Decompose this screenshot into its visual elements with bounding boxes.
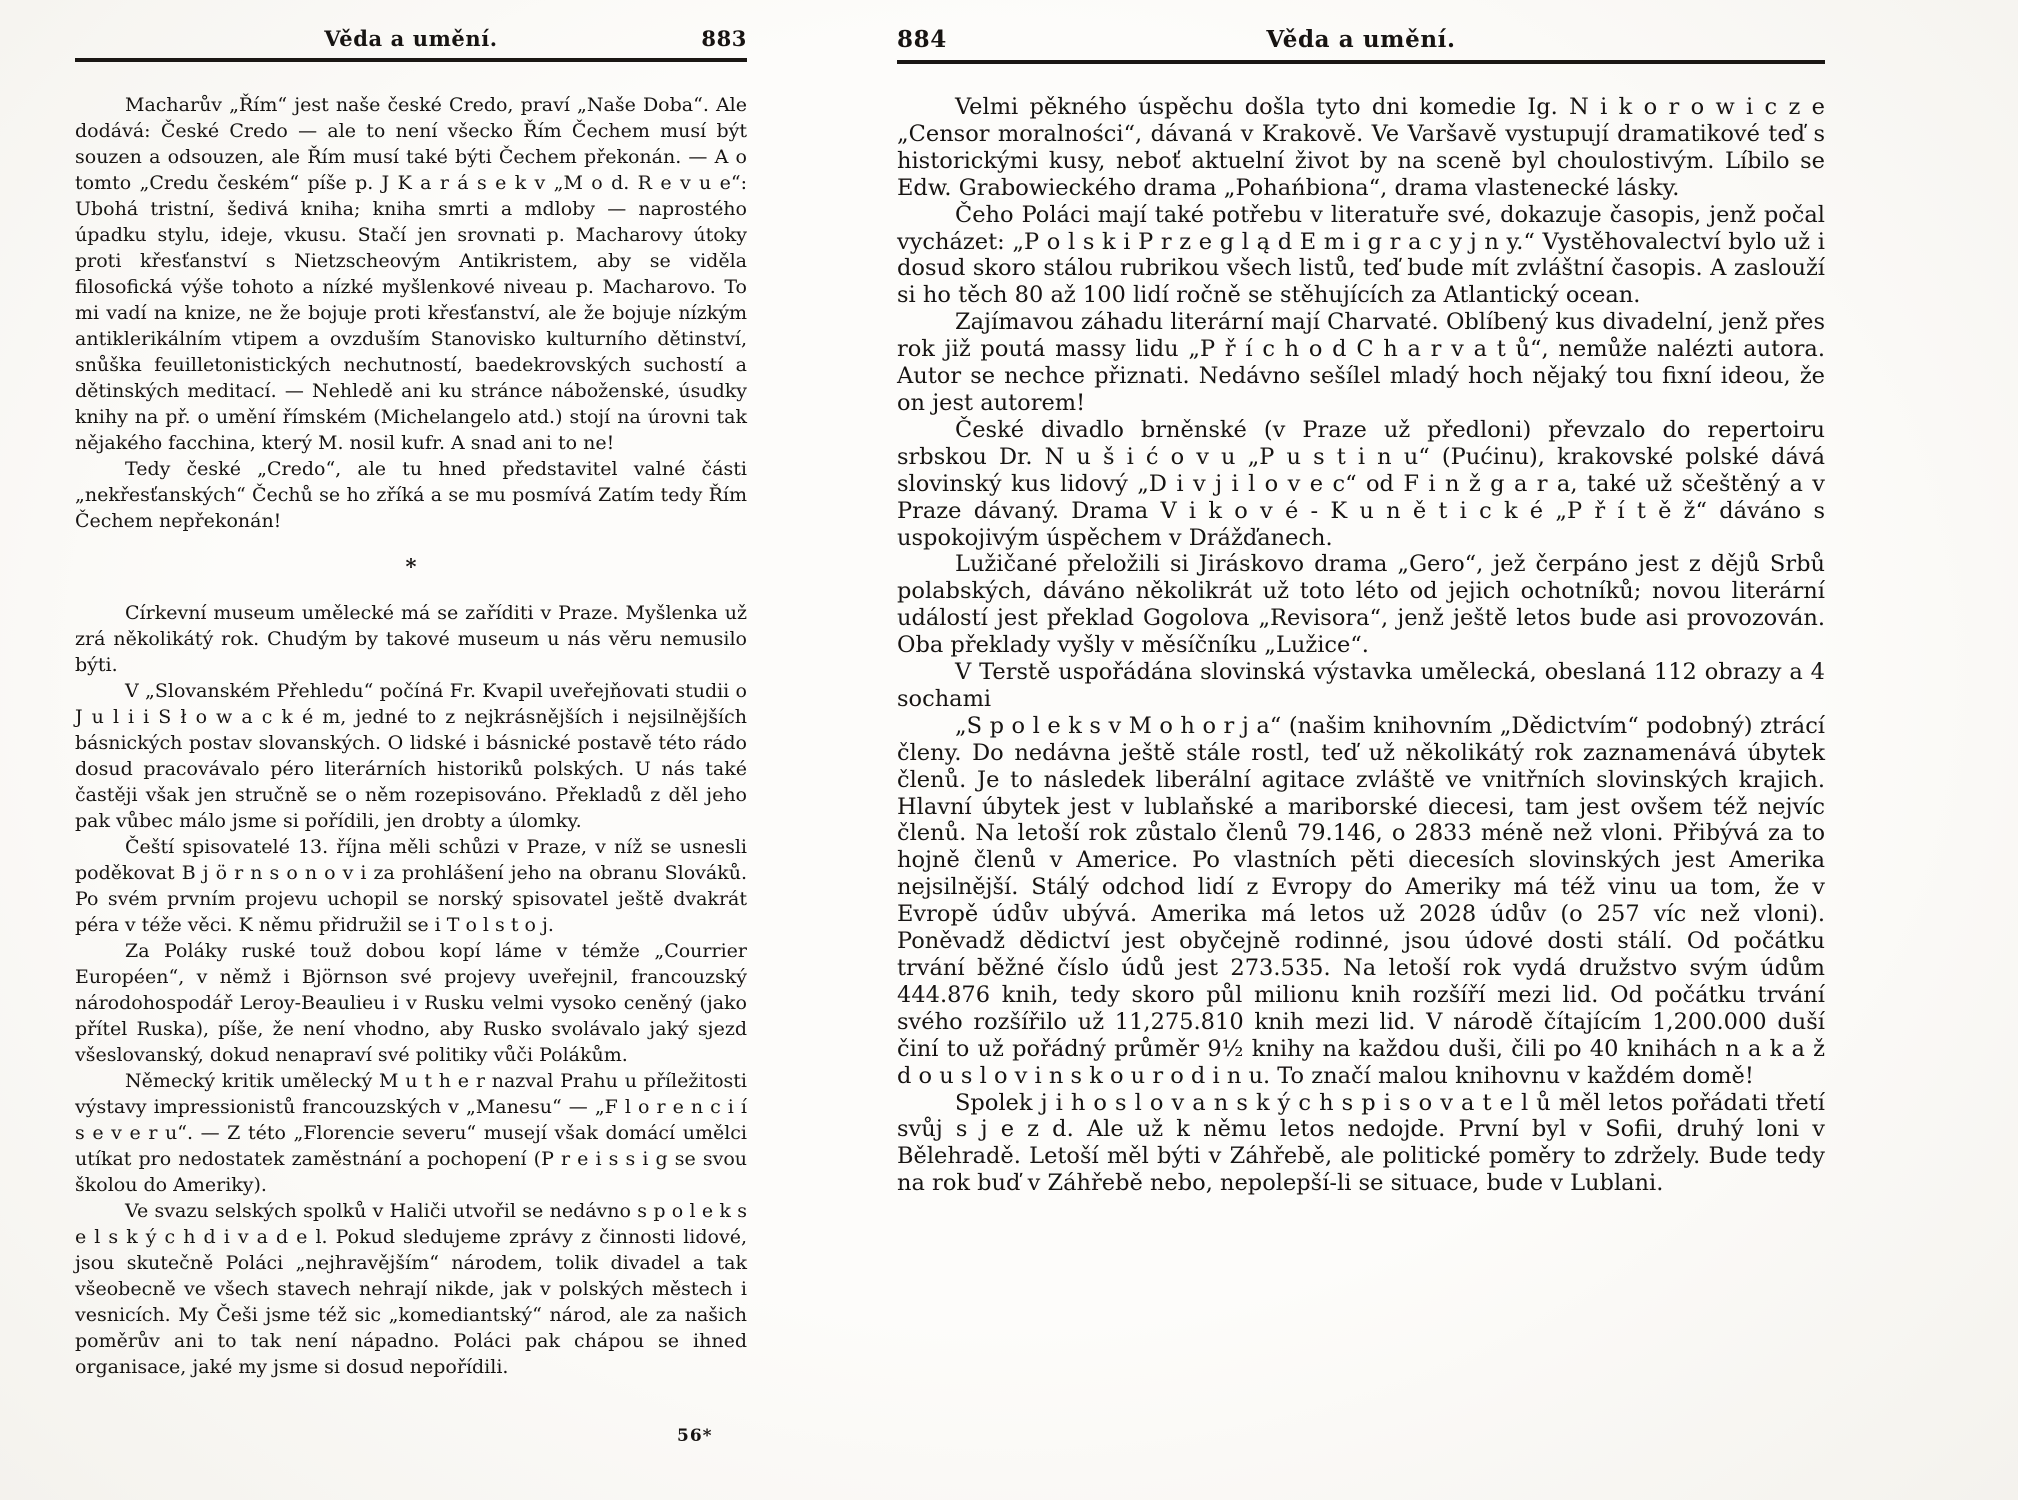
page-header-left: [75, 26, 747, 51]
paragraph: „S p o l e k s v M o h o r j a“ (našim knihovním „Dědictvím“ podobný) ztrácí členy. Do nedávna ještě stále rostl, teď už několikátý rok zaznamenává úbytek členů. Je to následek liberální agitace zvláště ve vnitřních slovinských krajich. Hlavní úbytek jest v lublaňské a mariborské diecesi, tam jest ovšem též nejvíc členů. Na letoší rok zůstalo členů 79.146, o 2833 méně než vloni. Přibývá za to hojně členů v Americe. Po vlastních pěti diecesích slovinských jest Amerika nejsilnější. Stálý odchod lidí z Evropy do Ameriky má též vinu ua tom, že v Evropě údův ubývá. Amerika má letos už 2028 údův (o 257 víc než vloni). Poněvadž dědictví jest obyčejně rodinné, jsou údové dosti stálí. Od počátku trvání běžné číslo údů jest 273.535. Na letoší rok vydá družstvo svým údům 444.876 knih, tedy skoro půl milionu knih rozšíří mezi lid. Od počátku trvání svého rozšířilo už 11,275.810 knih mezi lid. V národě čítajícím 1,200.000 duší činí to už pořádný průměr 9½ knihy na každou duši, čili po 40 knihách n a k a ž d o u s l o v i n s k o u r o d i n u. To značí malou knihovnu v každém domě!: [897, 712, 1825, 1089]
running-title: Věda a umění.: [324, 26, 498, 51]
paragraph: České divadlo brněnské (v Praze už předloni) převzalo do repertoiru srbskou Dr. N u š i ć o v u „P u s t i n u“ (Pućinu), krakovské polské dává slovinský kus lidový „D i v j i l o v e c“ od F i n ž g a r a, také už sčeštěný a v Praze dávaný. Drama V i k o v é - K u n ě t i c k é „P ř í t ě ž“ dáváno s uspokojivým úspěchem v Drážďanech.: [897, 416, 1825, 551]
header-rule: [75, 58, 747, 62]
paragraph: Lužičané přeložili si Jiráskovo drama „Gero“, jež čerpáno jest z dějů Srbů polabských, dáváno několikrát už toto léto od jejich ochotníků; novou literární událostí jest překlad Gogolova „Revisora“, jenž ještě letos bude asi provozován. Oba překlady vyšly v měsíčníku „Lužice“.: [897, 551, 1825, 659]
page-number: 883: [701, 26, 747, 51]
paragraph: Tedy české „Credo“, ale tu hned představitel valné části „nekřesťanských“ Čechů se ho zříká a se mu posmívá Zatím tedy Řím Čechem nepřekonán!: [75, 458, 747, 532]
page-884: [897, 26, 1825, 1197]
paragraph: Zajímavou záhadu literární mají Charvaté. Oblíbený kus divadelní, jenž přes rok již poutá massy lidu „P ř í c h o d C h a r v a t ů“, nemůže nalézti autora. Autor se nechce přiznati. Nedávno sešílel mladý hoch nějaký tou fixní ideou, že on jest autorem!: [897, 309, 1825, 416]
page-header-right: [897, 26, 1825, 53]
paragraph: Čeští spisovatelé 13. října měli schůzi v Praze, v níž se usnesli poděkovat B j ö r n s o n o v i za prohlášení jeho na obranu Slováků. Po svém prvním projevu uchopil se norský spisovatel ještě dvakrát péra v téže věci. K němu přidružil se i T o l s t o j.: [75, 836, 747, 936]
header-rule: [897, 60, 1825, 64]
page-number: 884: [897, 26, 947, 53]
paragraph: Spolek j i h o s l o v a n s k ý c h s p i s o v a t e l ů měl letos pořádati třetí svůj s j e z d. Ale už k němu letos nedojde. První byl v Sofii, druhý loni v Bělehradě. Letoší měl býti v Záhřebě, ale politické poměry to zdržely. Bude tedy na rok buď v Záhřebě nebo, nepolepší-li se situace, bude v Lublani.: [897, 1089, 1825, 1197]
text-column-884: [897, 94, 1825, 1197]
paragraph: Macharův „Řím“ jest naše české Credo, praví „Naše Doba“. Ale dodává: České Credo — ale to není všecko Řím Čechem musí být souzen a odsouzen, ale Řím musí také býti Čechem překonán. — A o tomto „Credu českém“ píše p. J K a r á s e k v „M o d. R e v u e“: Ubohá tristní, šedivá kniha; kniha smrti a mdloby — naprostého úpadku stylu, ideje, vkusu. Stačí jen srovnati p. Macharovy útoky proti křesťanství s Nietzscheovým Antikristem, aby se viděla filosofická výše tohoto a nízké myšlenkové niveau p. Macharovo. To mi vadí na knize, ne že bojuje proti křesťanství, ale že bojuje nízkým antiklerikálním vtipem a ovzduším Stanovisko kulturního dětinství, snůška feuilletonistických nechutností, baedekrovských suchostí a dětinských meditací. — Nehledě ani ku stránce náboženské, úsudky knihy na př. o umění římském (Michelangelo atd.) stojí na úrovni tak nějakého facchina, který M. nosil kufr. A snad ani to ne!: [75, 94, 747, 454]
paragraph: V Terstě uspořádána slovinská výstavka umělecká, obeslaná 112 obrazy a 4 sochami: [897, 659, 1825, 712]
signature-mark: 56*: [677, 1426, 713, 1446]
running-title: Věda a umění.: [1266, 26, 1456, 53]
paragraph: Čeho Poláci mají také potřebu v literatuře své, dokazuje časopis, jenž počal vycházet: „P o l s k i P r z e g l ą d E m i g r a c y j n y.“ Vystěhovalectví bylo už i dosud skoro stálou rubrikou všech listů, teď bude mít zvláštní časopis. A zaslouží si ho těch 80 až 100 lidí ročně se stěhujících za Atlantický ocean.: [897, 201, 1825, 309]
text-column-883: [75, 92, 747, 1380]
paragraph: Za Poláky ruské touž dobou kopí láme v témže „Courrier Européen“, v němž i Björnson své projevy uveřejnil, francouzský národohospodář Leroy-Beaulieu i v Rusku velmi vysoko ceněný (jako přítel Ruska), píše, že není vhodno, aby Rusko svolávalo jaký sjezd všeslovanský, dokud nenapraví své politiky vůči Polákům.: [75, 940, 747, 1066]
paragraph: Církevní museum umělecké má se zaříditi v Praze. Myšlenka už zrá několikátý rok. Chudým by takové museum u nás věru nemusilo býti.: [75, 602, 747, 676]
paragraph: Německý kritik umělecký M u t h e r nazval Prahu u příležitosti výstavy impressionistů francouzských v „Manesu“ — „F l o r e n c i í s e v e r u“. — Z této „Florencie severu“ musejí však domácí umělci utíkat pro nedostatek zaměstnání a pochopení (P r e i s s i g se svou školou do Ameriky).: [75, 1070, 747, 1196]
paragraph: V „Slovanském Přehledu“ počíná Fr. Kvapil uveřejňovati studii o J u l i i S ł o w a c k é m, jedné to z nejkrásnějších i nejsilnějších básnických postav slovanských. O lidské i básnické postavě této rádo dosud pracovávalo péro literárních historiků polských. U nás také častěji však jen stručně se o něm rozepisováno. Překladů z děl jeho pak vůbec málo jsme si pořídili, jen drobty a úlomky.: [75, 680, 747, 832]
section-separator-star: *: [405, 554, 417, 579]
page-883: [75, 26, 747, 1446]
paragraph: Ve svazu selských spolků v Haliči utvořil se nedávno s p o l e k s e l s k ý c h d i v a d e l. Pokud sledujeme zprávy z činnosti lidové, jsou skutečně Poláci „nejhravějším“ národem, tolik divadel a tak všeobecně ve všech stavech nehrají nikde, jak v polských městech i vesnicích. My Češi jsme též sic „komediantský“ národ, ale za našich poměrův ani to tak není nápadno. Poláci pak chápou se ihned organisace, jaké my jsme si dosud nepořídili.: [75, 1200, 747, 1378]
paragraph: Velmi pěkného úspěchu došla tyto dni komedie Ig. N i k o r o w i c z e „Censor moralności“, dávaná v Krakově. Ve Varšavě vystupují dramatikové teď s historickými kusy, neboť aktuelní život by na sceně byl choulostivým. Líbilo se Edw. Grabowieckého drama „Pohańbiona“, drama vlastenecké lásky.: [897, 94, 1825, 201]
